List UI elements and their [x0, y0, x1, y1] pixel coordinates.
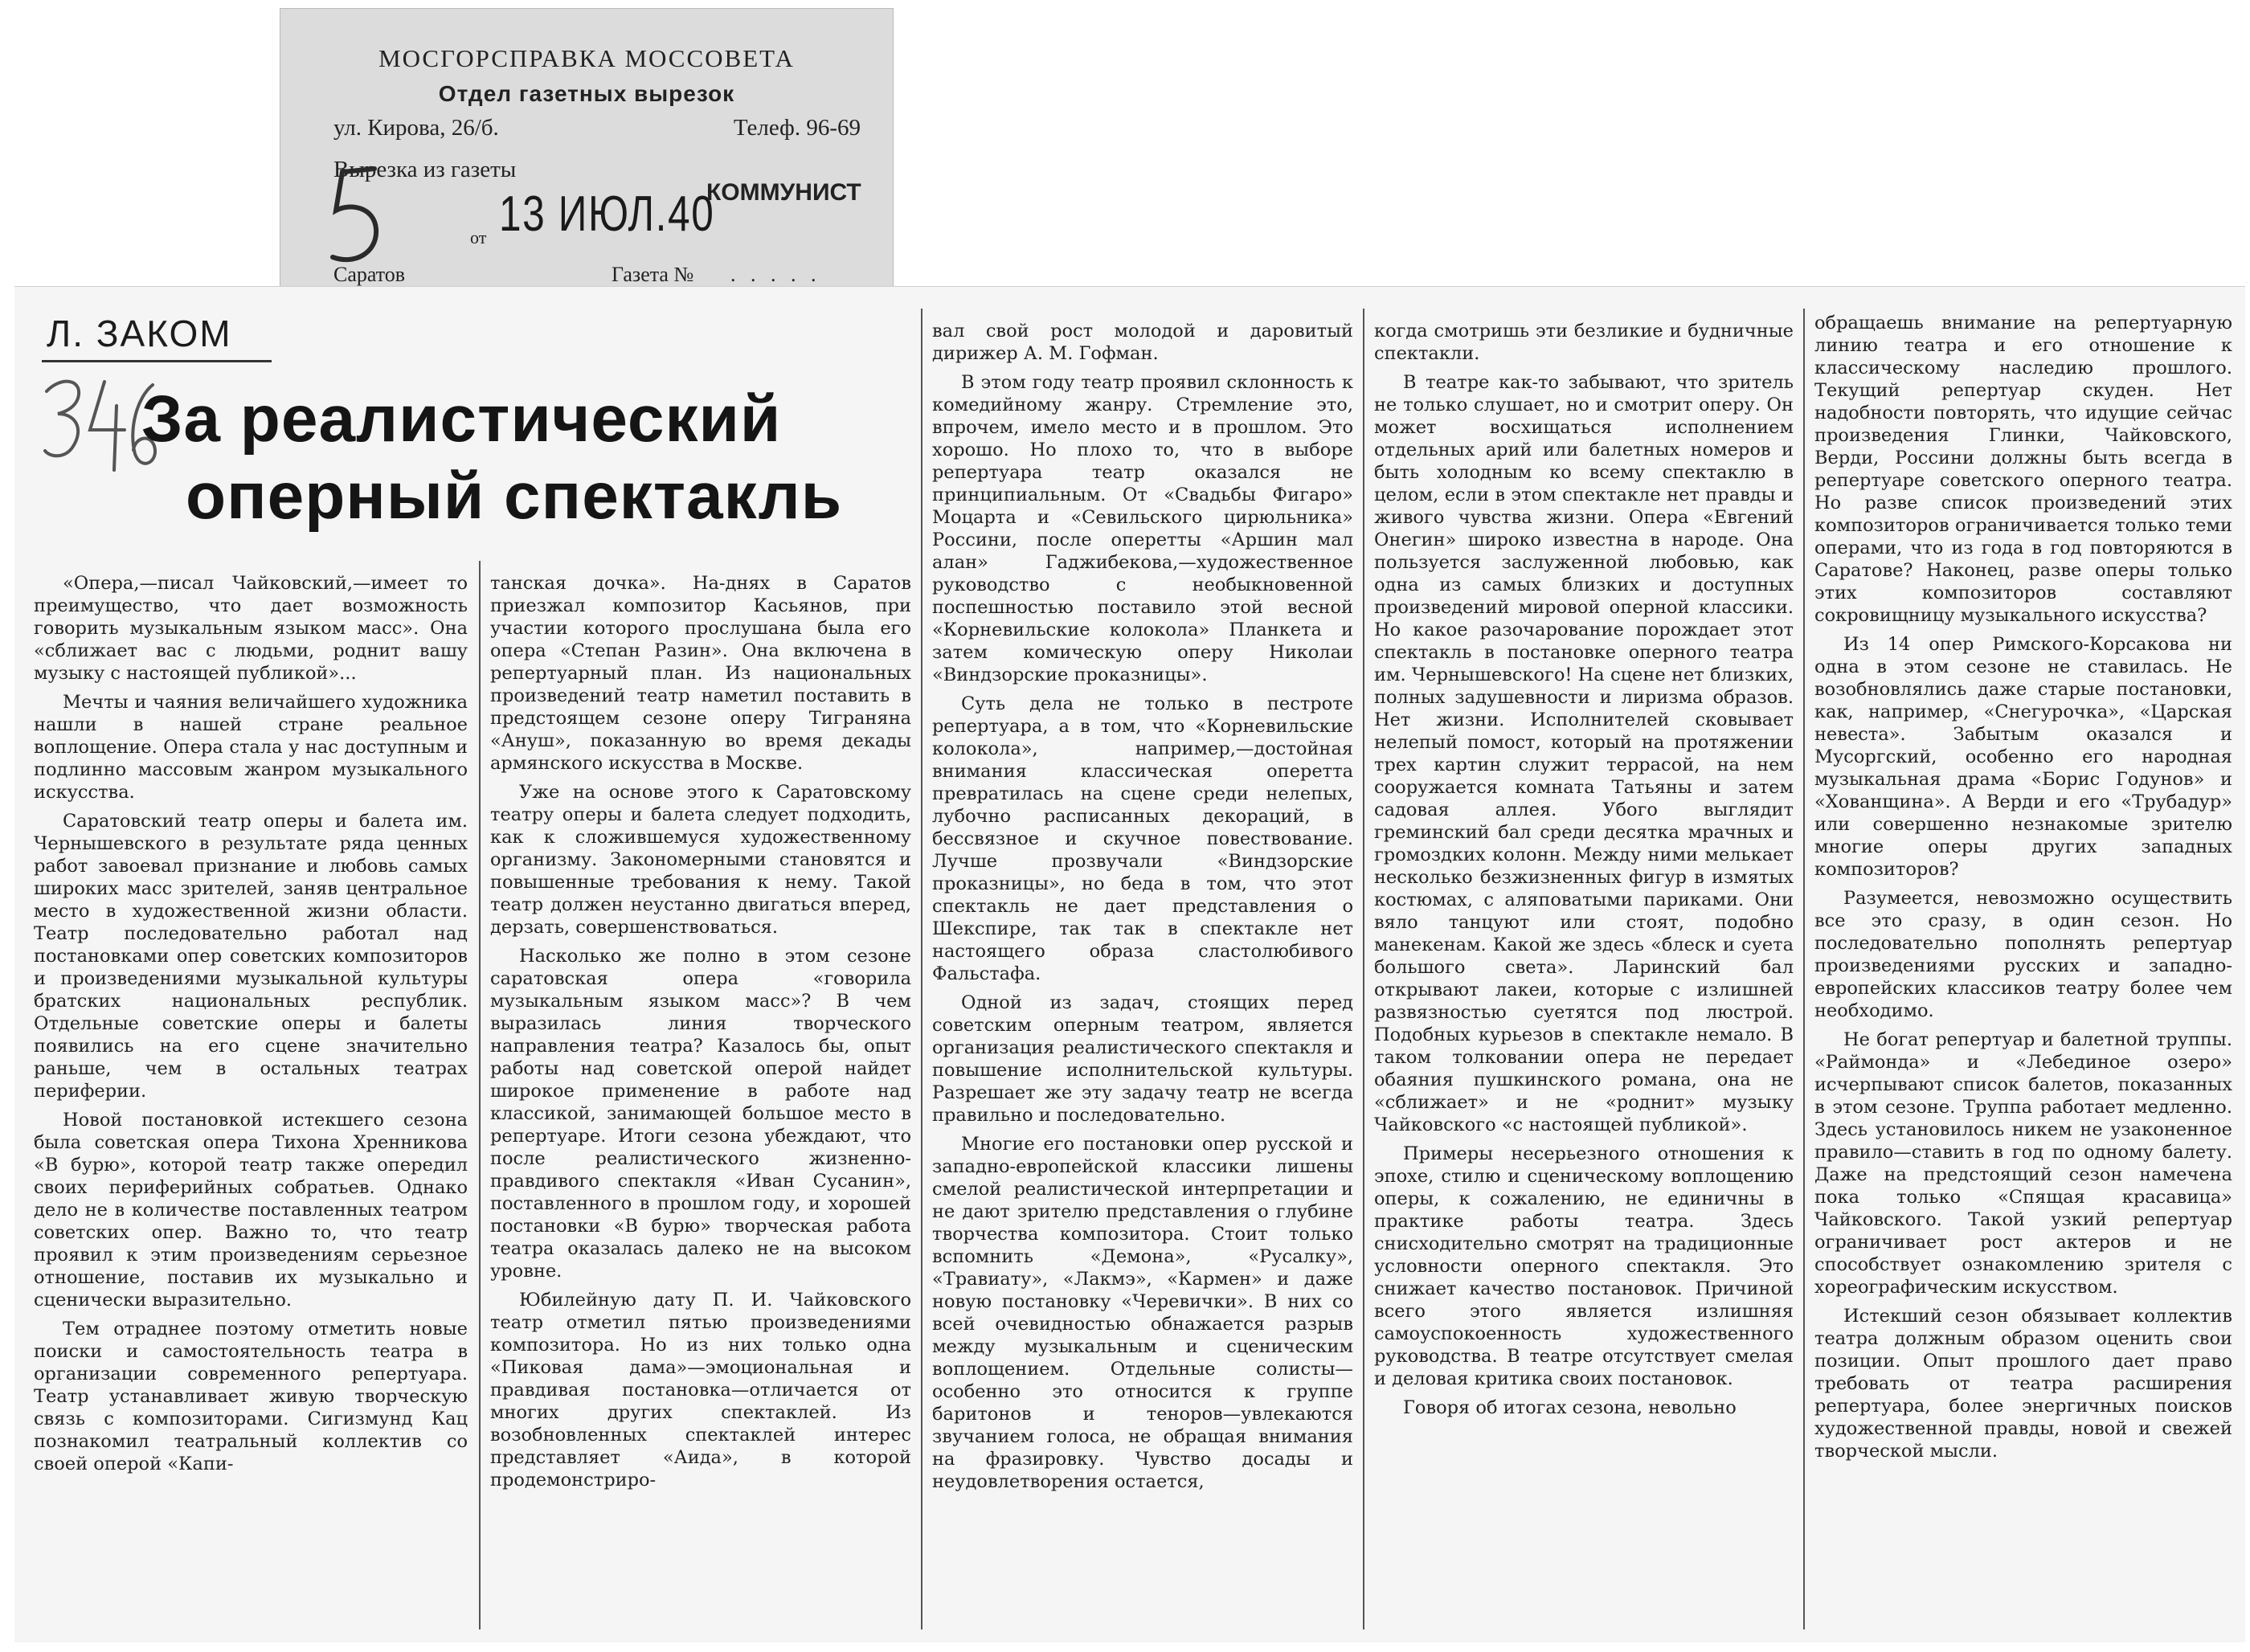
article-column-3: [932, 320, 1353, 1630]
cutting-from-label: Вырезка из газеты: [333, 157, 517, 182]
article-column-1: [34, 572, 468, 1630]
paragraph: Разумеется, невозможно осуществить все это сразу, в один сезон. Но последовательно пополнять репертуар произведениями русских и западно-европейских классиков театру более чем необходимо.: [1814, 888, 2232, 1021]
paragraph: когда смотришь эти безликие и будничные спектакли.: [1374, 321, 1794, 364]
date-stamp: 13 ИЮЛ.40: [499, 186, 715, 242]
article-column-5: [1814, 312, 2232, 1630]
column-divider: [479, 561, 481, 1630]
column-divider: [921, 309, 922, 1630]
from-word: от: [470, 227, 487, 247]
gazeta-number-label: Газета №: [612, 263, 694, 286]
column-divider: [1803, 309, 1805, 1630]
paragraph: В театре как-то забывают, что зритель не только слушает, но и смотрит оперу. Он может восхищаться исполнением отдельных арий или балетных номеров и быть холодным ко всему спектаклю в целом, если в этом спектакле нет правды и живого чувства жизни. Опера «Евгений Онегин» широко известна в народе. Она пользуется заслуженной любовью, как одна из самых близких и доступных произведений мировой оперной классики. Но какое разочарование порождает этот спектакль в постановке оперного театра им. Чернышевского! На сцене нет близких, полных задушевности и лиризма образов. Нет жизни. Исполнителей сковывает нелепый помост, который на протяжении трех картин служит террасой, на нем сооружается комната Татьяны и затем садовая аллея. Убого выглядит греминский бал среди десятка мрачных и громоздких колонн. Между ними мелькает несколько безжизненных фигур в измятых костюмах, с аляповатыми париками. Они вяло танцуют или стоят, подобно манекенам. Какой же здесь «блеск и суета большого света». Ларинский бал открывают лакеи, которые с излишней развязностью суетятся под люстрой. Подобных курьезов в спектакле немало. В таком толковании опера не передает обаяния пушкинского романа, она не «сближает» и не «роднит» музыку Чайковского «с настоящей публикой».: [1374, 372, 1794, 1135]
paragraph: «Опера,—писал Чайковский,—имеет то преимущество, что дает возможность говорить музыкальным языком масс». Она «сближает вас с людьми, роднит вашу музыку с настоящей публикой»...: [34, 573, 468, 684]
paragraph: Истекший сезон обязывает коллектив театра должным образом оценить свои позиции. Опыт прошлого дает право требовать от театра расширения репертуара, более энергичных поисков художественной правды, новой и свежей творческой мысли.: [1814, 1306, 2232, 1462]
handwritten-number-icon: [318, 161, 391, 273]
paragraph: Примеры несерьезного отношения к эпохе, стилю и сценическому воплощению оперы, к сожалению, не единичны в практике работы театра. Здесь снисходительно смотрят на традиционные условности оперного спектакля. Это снижает качество постановок. Причиной всего этого является излишняя самоуспокоенность художественного руководства. В театре отсутствует смелая и деловая критика своих постановок.: [1374, 1143, 1794, 1389]
paragraph: Говоря об итогах сезона, невольно: [1403, 1397, 1737, 1418]
paragraph: Уже на основе этого к Саратовскому театру оперы и балета следует подходить, как к сложившемуся художественному организму. Закономерными становятся и повышенные требования к нему. Такой театр должен неустанно двигаться вперед, дерзать, совершенствоваться.: [490, 782, 911, 938]
city: Саратов: [333, 263, 406, 286]
article-column-4: [1374, 320, 1794, 1630]
newspaper-name: КОММУНИСТ: [706, 179, 861, 206]
paragraph: Насколько же полно в этом сезоне саратовская опера «говорила музыкальным языком масс»? В чем выразилась линия творческого направления театра? Казалось бы, опыт работы над советской оперой найдет широкое применение в работе над классикой, занимающей большое место в репертуаре. Итоги сезона убеждают, что после реалистического жизненно-правдивого спектакля «Иван Сусанин», поставленного в прошлом году, и хорошей постановки «В бурю» творческая работа театра оказалась далеко не на высоком уровне.: [490, 946, 911, 1282]
paragraph: обращаешь внимание на репертуарную линию театра и его отношение к классическому наследию прошлого. Текущий репертуар скуден. Нет надобности повторять, что идущие сейчас произведения Глинки, Чайковского, Верди, Россини должны быть всегда в репертуаре советского оперного театра. Но разве список произведений этих композиторов ограничивается только теми операми, что из года в год повторяются в Саратове? Наконец, разве оперы только этих композиторов составляют сокровищницу музыкального искусства?: [1814, 313, 2232, 626]
headline-line-1: За реалистический: [141, 382, 782, 456]
paragraph: Одной из задач, стоящих перед советским оперным театром, является организация реалистического спектакля и повышение исполнительской культуры. Разрешает же эту задачу театр не всегда правильно и последовательно.: [932, 992, 1353, 1126]
paragraph: Многие его постановки опер русской и западно-европейской классики лишены смелой реалистической интерпретации и не дают зрителю представления о глубине творчества композитора. Стоит только вспомнить «Демона», «Русалку», «Травиату», «Лакмэ», «Кармен» и даже новую постановку «Черевички». В них со всей очевидностью обнажается разрыв между музыкальным и сценическим воплощением. Отдельные солисты—особенно это относится к группе баритонов и теноров—увлекаются звучанием голоса, не обращая внимания на фразировку. Чувство досады и неудовлетворения остается,: [932, 1134, 1353, 1492]
paragraph: Мечты и чаяния величайшего художника нашли в нашей стране реальное воплощение. Опера стала у нас доступным и подлинно массовым жанром музыкального искусства.: [34, 692, 468, 803]
phone: Телеф. 96-69: [733, 115, 861, 141]
department-name: Отдел газетных вырезок: [438, 81, 735, 106]
column-divider: [1363, 309, 1364, 1630]
paragraph: вал свой рост молодой и даровитый дирижер А. М. Гофман.: [932, 321, 1353, 364]
byline-rule: [42, 360, 272, 362]
paragraph: В этом году театр проявил склонность к комедийному жанру. Стремление это, впрочем, имело место и в прошлом. Это хорошо. Но плохо то, что в выборе репертуара театр оказался не принципиальным. От «Свадьбы Фигаро» Моцарта и «Севильского цирюльника» Россини, после оперетты «Аршин мал алан» Гаджибекова,—художественное руководство с необыкновенной поспешностью поставило этой весной «Корневильские колокола» Планкета и затем комическую оперу Николаи «Виндзорские проказницы».: [932, 372, 1353, 685]
paragraph: Саратовский театр оперы и балета им. Чернышевского в результате ряда ценных работ завоевал признание и любовь самых широких масс зрителей, заняв центральное место в художественной жизни области. Театр последовательно работал над постановками опер советских композиторов и произведениями музыкальной культуры братских национальных республик. Отдельные советские оперы и балеты появились на его сцене значительно раньше, чем в остальных театрах периферии.: [34, 811, 468, 1102]
headline-line-2: оперный спектакль: [186, 460, 843, 533]
article-headline: [141, 381, 865, 535]
org-name: МОСГОРСПРАВКА МОССОВЕТА: [378, 44, 795, 72]
paragraph: Суть дела не только в пестроте репертуара, а в том, что «Корневильские колокола», например,—достойная внимания классическая оперетта превратилась на сцене среди нелепых, лубочно расписанных декораций, в бессвязное и скучное повествование. Лучше прозвучали «Виндзорские проказницы», но беда в том, что этот спектакль не дает представления о Шекспире, так так в спектакле нет настоящего образа сластолюбивого Фальстафа.: [932, 693, 1353, 984]
paragraph: Новой постановкой истекшего сезона была советская опера Тихона Хренникова «В бурю», которой театр также опередил своих периферийных собратьев. Однако дело не в количестве поставленных театром советских опер. Важно то, что театр проявил к этим произведениям серьезное отношение, поставив их музыкально и сценически выразительно.: [34, 1110, 468, 1311]
paragraph: танская дочка». На-днях в Саратов приезжал композитор Касьянов, при участии которого прослушана была его опера «Степан Разин». Она включена в репертуарный план. Из национальных произведений театр наметил поставить в предстоящем сезоне оперу Тиграняна «Ануш», показанную во время декады армянского искусства в Москве.: [490, 573, 911, 774]
article-byline: Л. ЗАКОМ: [47, 313, 232, 354]
paragraph: Из 14 опер Римского-Корсакова ни одна в этом сезоне не ставилась. Не возобновлялись даже старые постановки, как, например, «Снегурочка», «Царская невеста». Забытым оказался и Мусоргский, особенно его народная музыкальная драма «Борис Годунов» и «Хованщина». А Верди и его «Трубадур» или совершенно незнакомые зрителю многие оперы других западных композиторов?: [1814, 634, 2232, 880]
article-column-2: [490, 572, 911, 1630]
address: ул. Кирова, 26/б.: [333, 115, 499, 141]
paragraph: Не богат репертуар и балетной труппы. «Раймонда» и «Лебединое озеро» исчерпывают список балетов, показанных в этом сезоне. Труппа работает медленно. Здесь установилось никем не узаконенное правило—ставить в год по одному балету. Даже на предстоящий сезон намечена пока только «Спящая красавица» Чайковского. Такой узкий репертуар ограничивает рост актеров и не способствует ознакомлению зрителя с хореографическим искусством.: [1814, 1029, 2232, 1298]
paragraph: Юбилейную дату П. И. Чайковского театр отметил пятью произведениями композитора. Но из них только одна «Пиковая дама»—эмоциональная и правдивая постановка—отличается от многих других спектаклей. Из возобновленных спектаклей интерес представляет «Аида», в которой продемонстриро-: [490, 1290, 911, 1490]
paragraph: Тем отраднее поэтому отметить новые поиски и самостоятельность театра в организации современного репертуара. Театр устанавливает живую творческую связь с композиторами. Сигизмунд Кац познакомил театральный коллектив со своей оперой «Капи-: [34, 1319, 468, 1474]
gazeta-number-dots: . . . . .: [730, 263, 821, 286]
